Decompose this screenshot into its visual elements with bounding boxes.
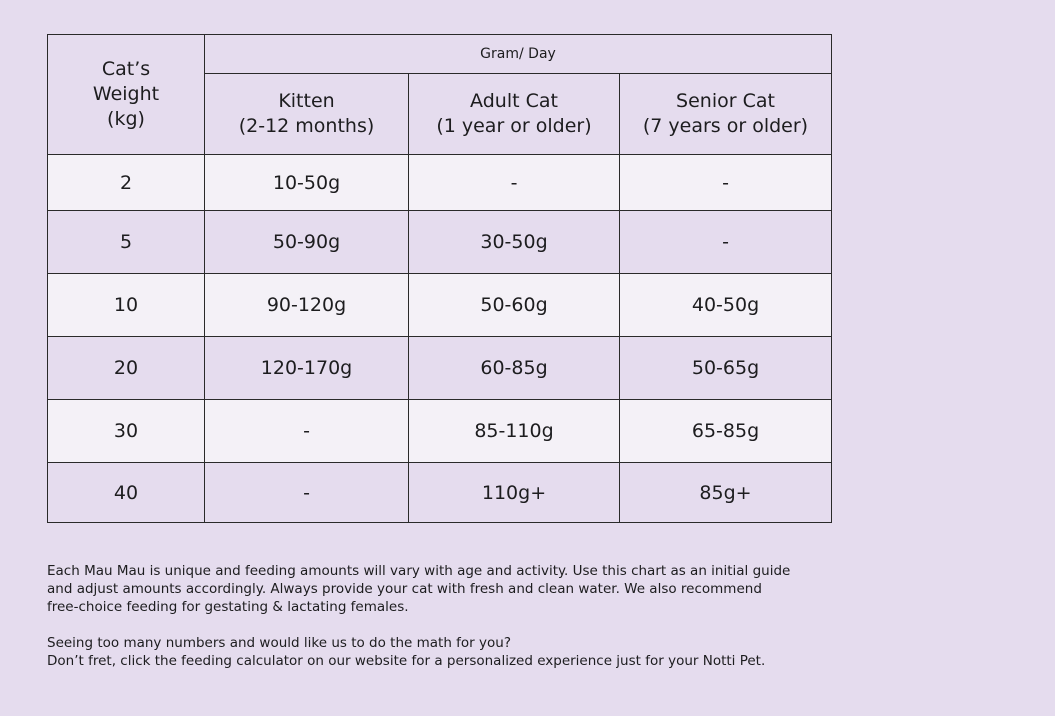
guidance-line-3: free-choice feeding for gestating & lactating females. — [47, 599, 409, 615]
calculator-line-1: Seeing too many numbers and would like us to do the math for you? — [47, 635, 511, 651]
weight-header-line-3: (kg) — [107, 108, 145, 130]
weight-header-line-1: Cat’s — [101, 58, 151, 80]
weight-cell: 30 — [48, 400, 205, 463]
weight-cell: 10 — [48, 274, 205, 337]
adult-age: (1 year or older) — [436, 115, 592, 137]
table-row — [48, 211, 832, 274]
kitten-cell: - — [205, 463, 409, 523]
weight-cell: 5 — [48, 211, 205, 274]
adult-cell: - — [409, 155, 620, 211]
adult-cell: 50-60g — [409, 274, 620, 337]
senior-cell: 65-85g — [620, 400, 832, 463]
gram-per-day-header: Gram/ Day — [205, 35, 832, 74]
feeding-notes — [47, 562, 887, 670]
feeding-table — [47, 34, 832, 523]
adult-label: Adult Cat — [470, 90, 558, 112]
senior-cell: - — [620, 211, 832, 274]
table-row — [48, 274, 832, 337]
guidance-line-1: Each Mau Mau is unique and feeding amounts will vary with age and activity. Use this chart as an initial guide — [47, 563, 791, 579]
senior-age: (7 years or older) — [642, 115, 809, 137]
calculator-paragraph — [47, 634, 887, 670]
table-row — [48, 155, 832, 211]
adult-cell: 60-85g — [409, 337, 620, 400]
weight-header-line-2: Weight — [92, 83, 160, 105]
kitten-cell: 10-50g — [205, 155, 409, 211]
weight-cell: 20 — [48, 337, 205, 400]
weight-header — [48, 35, 205, 155]
table-row — [48, 463, 832, 523]
adult-cell: 110g+ — [409, 463, 620, 523]
kitten-age: (2-12 months) — [238, 115, 375, 137]
adult-cell: 85-110g — [409, 400, 620, 463]
weight-cell: 40 — [48, 463, 205, 523]
kitten-cell: 50-90g — [205, 211, 409, 274]
calculator-line-2: Don’t fret, click the feeding calculator on our website for a personalized experience just for your Notti Pet. — [47, 653, 766, 669]
guidance-line-2: and adjust amounts accordingly. Always provide your cat with fresh and clean water. We also recommend — [47, 581, 762, 597]
weight-cell: 2 — [48, 155, 205, 211]
table-row — [48, 337, 832, 400]
senior-cell: 40-50g — [620, 274, 832, 337]
kitten-cell: - — [205, 400, 409, 463]
kitten-label: Kitten — [278, 90, 335, 112]
senior-header — [620, 74, 832, 155]
guidance-paragraph — [47, 562, 887, 616]
feeding-chart — [47, 34, 832, 523]
senior-cell: 85g+ — [620, 463, 832, 523]
senior-cell: - — [620, 155, 832, 211]
table-row — [48, 400, 832, 463]
senior-cell: 50-65g — [620, 337, 832, 400]
kitten-cell: 120-170g — [205, 337, 409, 400]
adult-cell: 30-50g — [409, 211, 620, 274]
senior-label: Senior Cat — [676, 90, 775, 112]
kitten-cell: 90-120g — [205, 274, 409, 337]
adult-header — [409, 74, 620, 155]
kitten-header — [205, 74, 409, 155]
